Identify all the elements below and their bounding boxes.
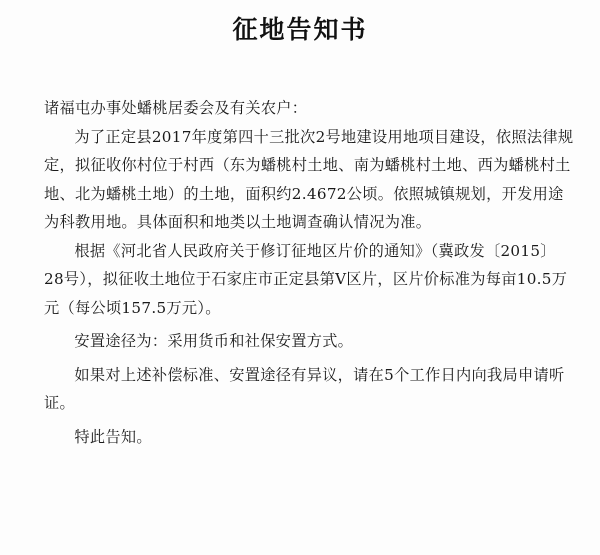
paragraph-hearing: 如果对上述补偿标准、安置途径有异议，请在5个工作日内向我局申请听证。 xyxy=(44,365,565,412)
paragraph-closing: 特此告知。 xyxy=(74,427,152,446)
paragraph-project: 为了正定县2017年度第四十三批次2号地建设用地项目建设，依照法律规定，拟征收你村位于村西（东为蟠桃村土地、南为蟠桃村土地、西为蟠桃村土地、北为蟠桃土地）的土地，面积约2.4672公顷。依照城镇规划，开发用途为科教用地。具体面积和地类以土地调查确认情况为准。 xyxy=(44,127,574,231)
document-title: 征地告知书 xyxy=(232,15,368,44)
paragraph-resettlement: 安置途径为：采用货币和社保安置方式。 xyxy=(74,332,354,350)
document-body xyxy=(44,94,574,451)
salutation: 诸福屯办事处蟠桃居委会及有关农户： xyxy=(44,99,308,117)
paragraph-price-standard: 根据《河北省人民政府关于修订征地区片价的通知》（冀政发〔2015〕28号），拟征收土地位于石家庄市正定县第Ⅴ区片，区片价标准为每亩10.5万元（每公顷157.5万元）。 xyxy=(44,241,568,317)
